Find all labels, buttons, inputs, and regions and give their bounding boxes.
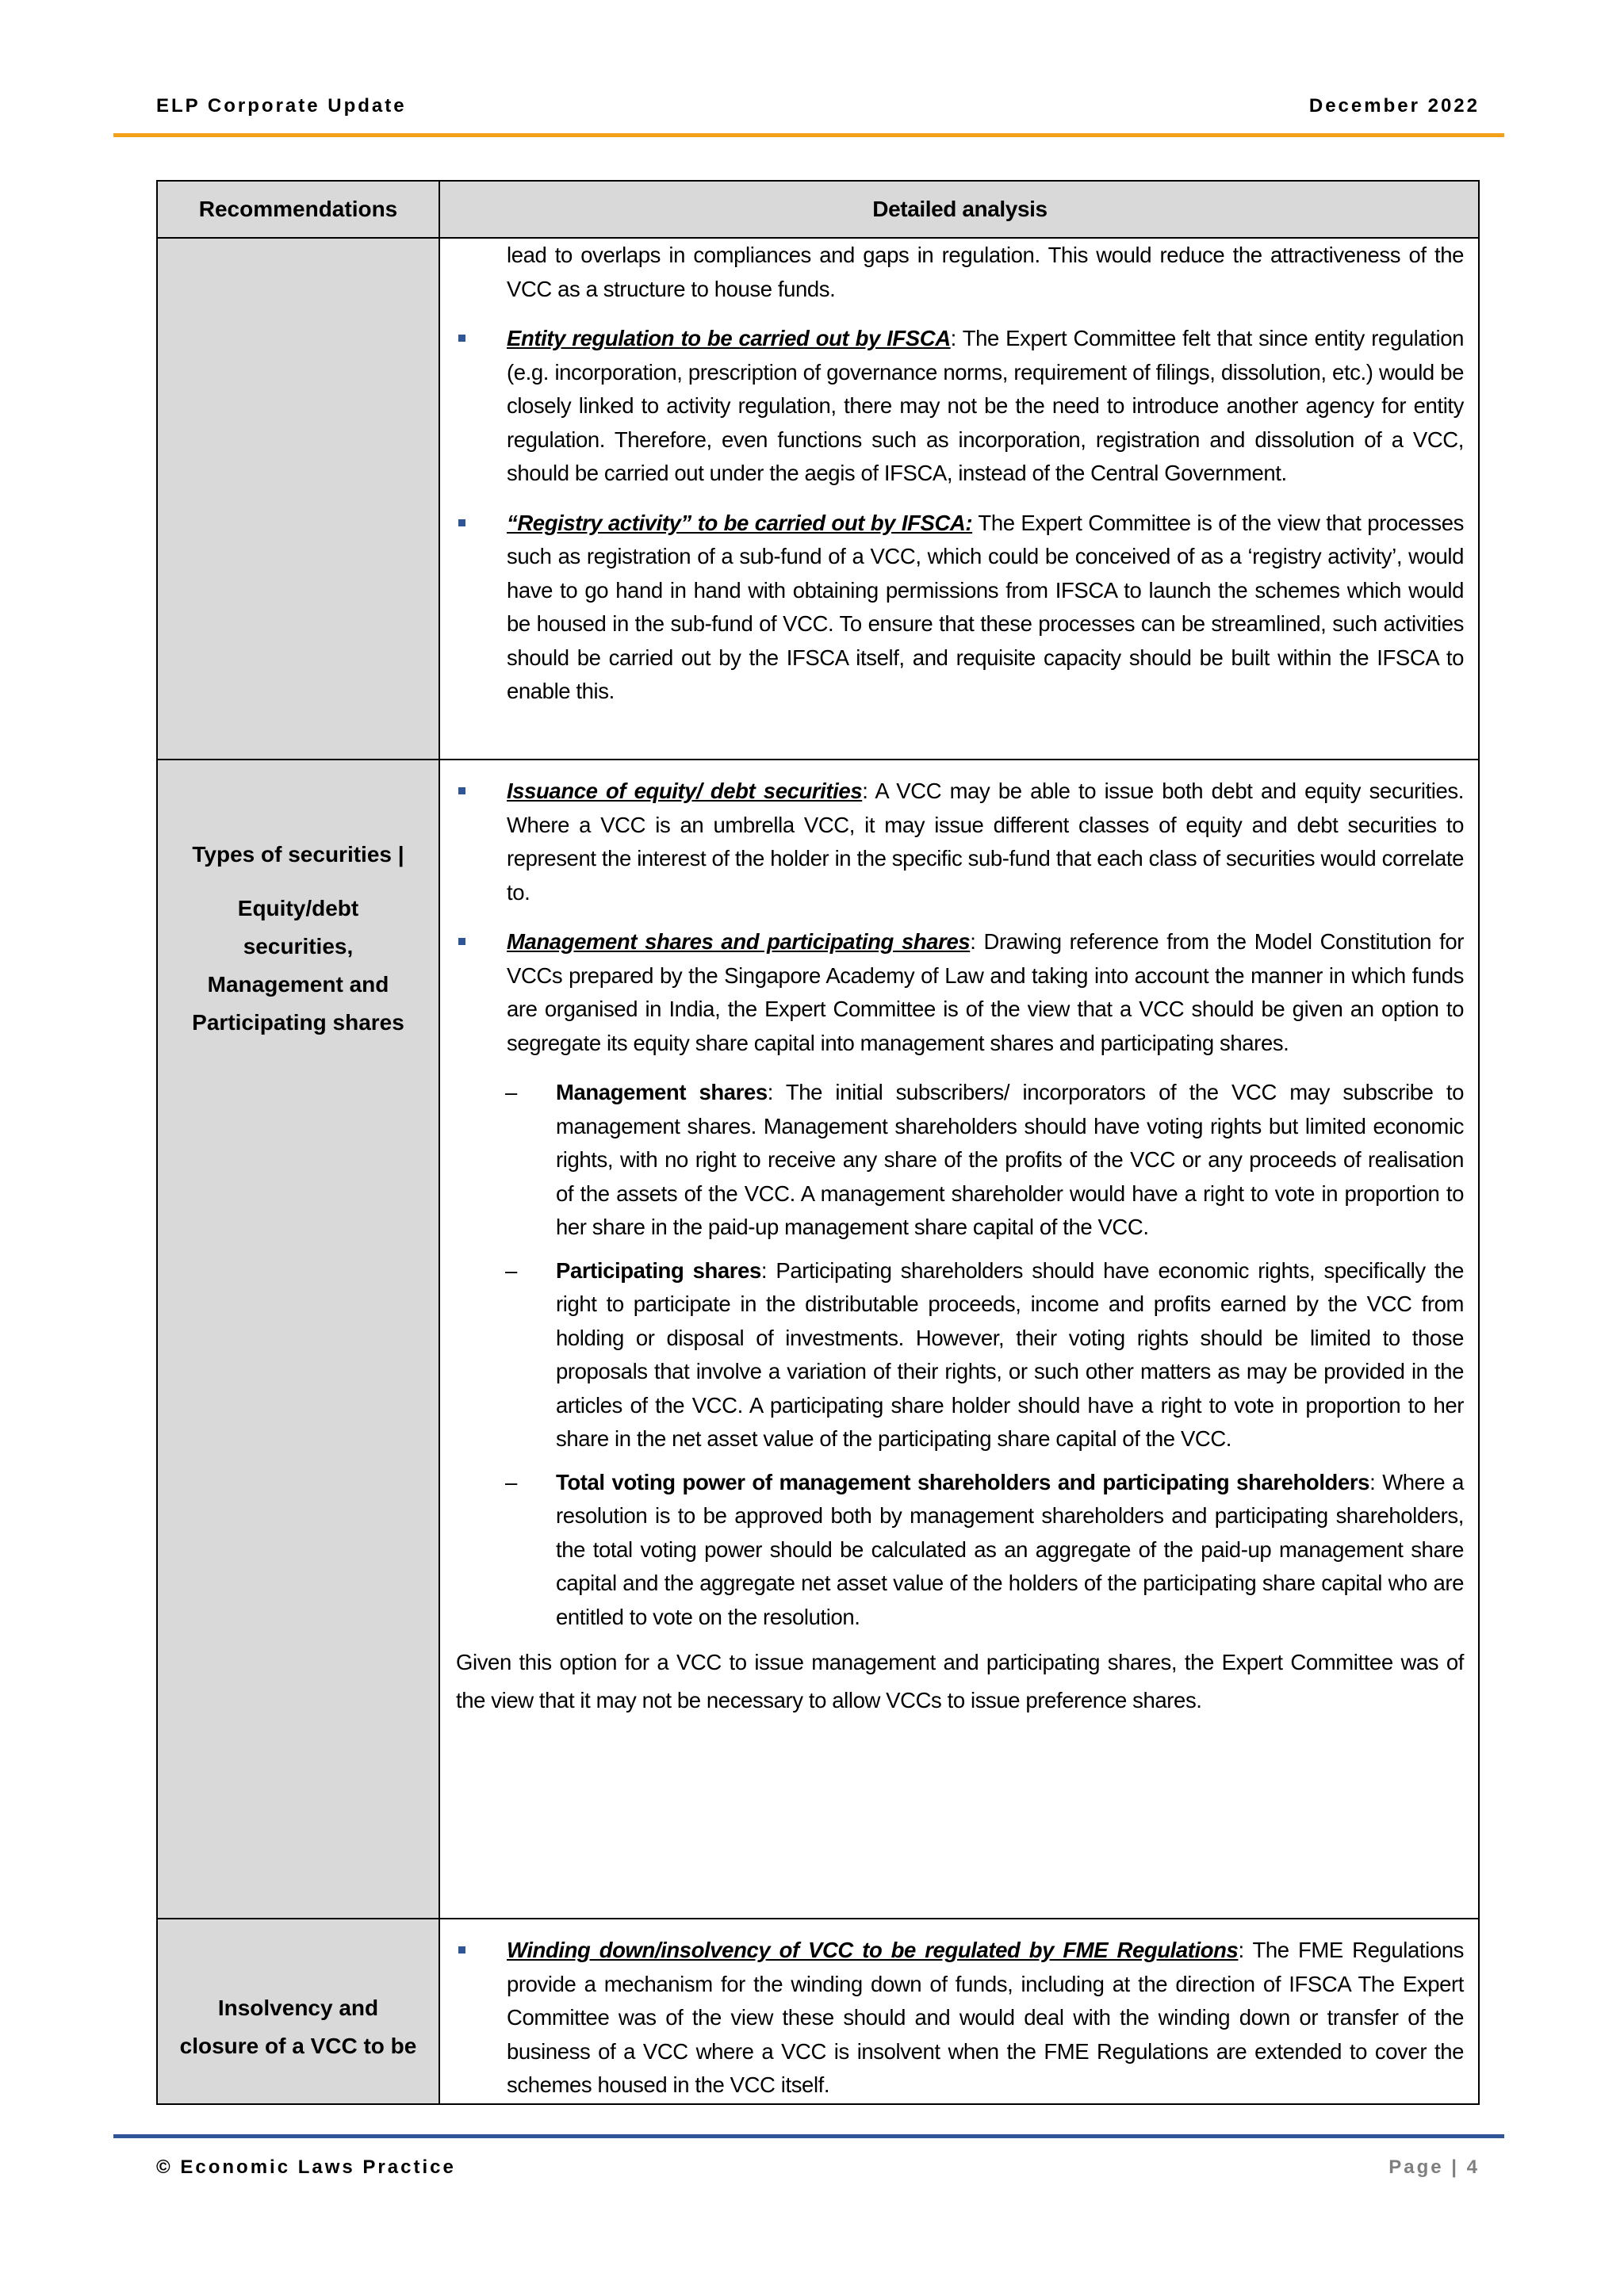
col-header-analysis: Detailed analysis [440, 182, 1478, 237]
bullet-item: Management shares and participating shares: Drawing reference from the Model Constitution for VCCs prepared by the Singapore Academy of Law and taking into account the manner in which funds are organised in India, the Expert Committee is of the view that a VCC should be given an option to segregate its equity share capital into management shares and participating shares. [456, 925, 1464, 1060]
header-title: ELP Corporate Update [156, 95, 407, 117]
recommendation-title: Types of securities | [192, 842, 404, 867]
header-date: December 2022 [1308, 95, 1480, 117]
analysis-cell [440, 239, 1478, 759]
table-header-row [158, 182, 1478, 237]
analysis-cell [440, 760, 1478, 1918]
recommendation-subtitle: Equity/debt securities, Management and Participating shares [192, 896, 404, 1035]
bullet-item: Entity regulation to be carried out by IFSCA: The Expert Committee felt that since entity regulation (e.g. incorporation, prescription of governance norms, requirement of filings, dissolution, etc.) would be closely linked to activity regulation, there may not be the need to introduce another agency for entity regulation. Therefore, even functions such as incorporation, registration and dissolution of a VCC, should be carried out under the aegis of IFSCA, instead of the Central Government. [456, 322, 1464, 491]
page-number: Page | 4 [1388, 2156, 1480, 2178]
continuation-text: lead to overlaps in compliances and gaps in regulation. This would reduce the attractiveness of the VCC as a structure to house funds. [507, 243, 1464, 301]
table-row [158, 1918, 1478, 2103]
bullet-item: Winding down/insolvency of VCC to be regulated by FME Regulations: The FME Regulations provide a mechanism for the winding down of funds, including at the direction of IFSCA The Expert Committee was of the view these should and would deal with the winding down or transfer of the business of a VCC where a VCC is insolvent when the FME Regulations are extended to cover the schemes housed in the VCC itself. [456, 1934, 1464, 2103]
header-divider [113, 133, 1504, 137]
footer-copyright: © Economic Laws Practice [156, 2156, 456, 2178]
bullet-item: Issuance of equity/ debt securities: A VCC may be able to issue both debt and equity securities. Where a VCC is an umbrella VCC, it may issue different classes of equity and debt securities to represent the interest of the holder in the specific sub-fund that each class of securities would correlate to. [456, 775, 1464, 909]
dash-item: – Total voting power of management shareholders and participating shareholders: Where a resolution is to be approved both by management shareholders and participating shareholders, the total voting power should be calculated as an aggregate of the paid-up management share capital and the aggregate net asset value of the holders of the participating share capital who are entitled to vote on the resolution. [456, 1466, 1464, 1635]
table-row [158, 237, 1478, 759]
dash-item: – Participating shares: Participating shareholders should have economic rights, specifically the right to participate in the distributable proceeds, income and profits earned by the VCC from holding or disposal of investments. However, their voting rights should be limited to those proposals that involve a variation of their rights, or such other matters as may be provided in the articles of the VCC. A participating share holder should have a right to vote in proportion to her share in the net asset value of the participating share capital of the VCC. [456, 1254, 1464, 1456]
bullet-item: “Registry activity” to be carried out by IFSCA: The Expert Committee is of the view that processes such as registration of a sub-fund of a VCC, which could be conceived of as a ‘registry activity’, would have to go hand in hand with obtaining permissions from IFSCA to launch the schemes which would be housed in the sub-fund of VCC. To ensure that these processes can be streamlined, such activities should be carried out by the IFSCA itself, and requisite capacity should be built within the IFSCA to enable this. [456, 507, 1464, 709]
dash-item: – Management shares: The initial subscribers/ incorporators of the VCC may subscribe to management shares. Management shareholders should have voting rights but limited economic rights, with no right to receive any share of the profits of the VCC or any proceeds of realisation of the assets of the VCC. A management shareholder would have a right to vote in proportion to her share in the paid-up management share capital of the VCC. [456, 1076, 1464, 1245]
recommendation-title: Insolvency and closure of a VCC to be [179, 1996, 417, 2058]
recommendation-cell [158, 760, 440, 1918]
recommendation-cell [158, 1919, 440, 2103]
recommendation-cell [158, 239, 440, 759]
analysis-cell [440, 1919, 1478, 2103]
closing-paragraph: Given this option for a VCC to issue management and participating shares, the Expert Committee was of the view that it may not be necessary to allow VCCs to issue preference shares. [456, 1650, 1464, 1712]
recommendations-table [156, 180, 1480, 2105]
col-header-recommendations: Recommendations [158, 182, 440, 237]
table-row [158, 759, 1478, 1918]
footer-divider [113, 2134, 1504, 2138]
